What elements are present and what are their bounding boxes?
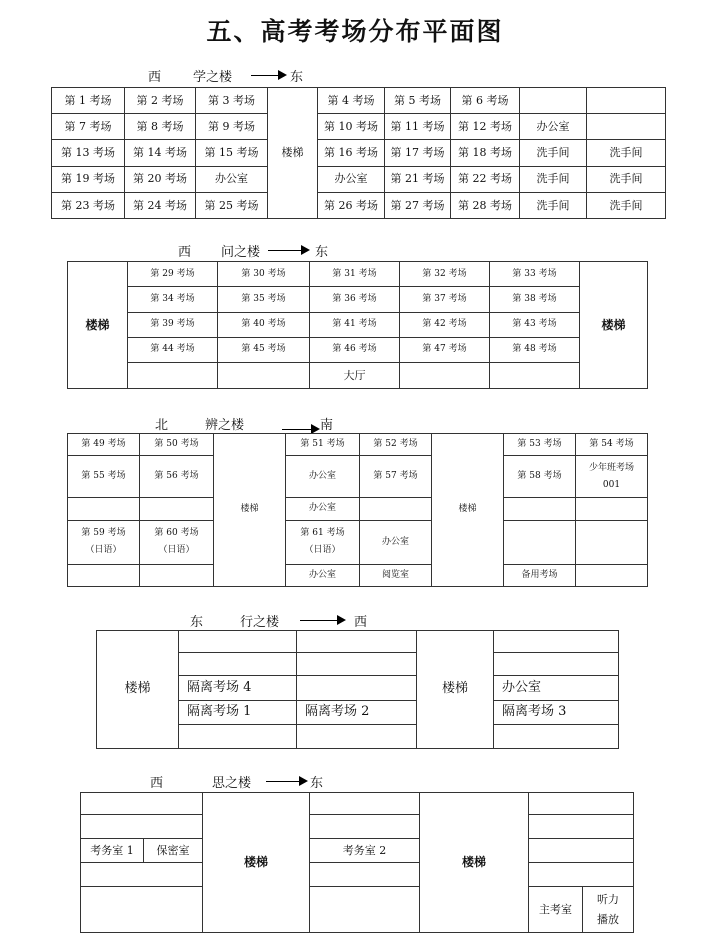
room-cell: 第 49 考场 — [68, 434, 140, 456]
empty-cell — [494, 725, 619, 749]
page-title: 五、高考考场分布平面图 — [206, 17, 504, 46]
room-name: 第 60 考场 — [154, 528, 199, 539]
room-cell — [128, 363, 218, 389]
room-cell: 办公室 — [196, 166, 268, 192]
empty-cell — [81, 793, 203, 815]
room-cell: 第 1 考场 — [52, 88, 125, 114]
room-cell: 第 22 考场 — [451, 166, 520, 192]
room-name: 第 61 考场 — [300, 528, 345, 539]
empty-cell — [494, 631, 619, 653]
room-cell: 第 13 考场 — [52, 140, 125, 166]
floor-plan-table — [51, 87, 666, 219]
building-header-2 — [0, 241, 710, 260]
room-cell: 第 12 考场 — [451, 114, 520, 140]
room-cell: 第 54 考场 — [576, 434, 648, 456]
empty-cell — [529, 863, 634, 887]
room-cell — [576, 456, 648, 498]
room-cell: 办公室 — [360, 520, 432, 564]
empty-cell — [179, 653, 297, 676]
room-cell: 第 38 考场 — [490, 287, 580, 312]
room-cell: 第 20 考场 — [125, 166, 196, 192]
room-cell — [140, 520, 214, 564]
room-cell: 洗手间 — [587, 192, 666, 218]
room-cell — [520, 88, 587, 114]
room-cell: 第 40 考场 — [218, 312, 310, 337]
room-cell: 保密室 — [144, 839, 203, 863]
direction-west: 西 — [354, 615, 368, 630]
room-cell: 第 52 考场 — [360, 434, 432, 456]
direction-west: 西 — [178, 245, 192, 260]
room-cell: 第 16 考场 — [318, 140, 385, 166]
empty-cell — [529, 815, 634, 839]
room-cell: 第 25 考场 — [196, 192, 268, 218]
room-cell: 第 42 考场 — [400, 312, 490, 337]
building-name: 问之楼 — [221, 245, 261, 260]
room-note: （日语） — [158, 544, 195, 555]
room-cell: 主考室 — [529, 887, 583, 933]
room-cell: 洗手间 — [587, 140, 666, 166]
room-cell: 第 11 考场 — [385, 114, 451, 140]
room-cell: 第 58 考场 — [504, 456, 576, 498]
direction-arrow — [268, 250, 308, 251]
empty-cell — [576, 498, 648, 520]
empty-cell — [310, 863, 420, 887]
building-name: 思之楼 — [212, 776, 252, 791]
direction-east: 东 — [190, 615, 204, 630]
empty-cell — [576, 564, 648, 586]
building-name: 行之楼 — [240, 615, 280, 630]
direction-east: 东 — [310, 776, 324, 791]
room-cell: 第 43 考场 — [490, 312, 580, 337]
floor-plan-table — [67, 261, 648, 389]
room-cell: 洗手间 — [520, 192, 587, 218]
direction-arrow — [266, 781, 306, 782]
stair-cell: 楼梯 — [268, 88, 318, 219]
empty-cell — [81, 863, 203, 887]
stair-cell: 楼梯 — [203, 793, 310, 933]
room-cell: 第 37 考场 — [400, 287, 490, 312]
empty-cell — [140, 498, 214, 520]
room-cell: 第 55 考场 — [68, 456, 140, 498]
room-cell: 第 26 考场 — [318, 192, 385, 218]
room-cell: 第 51 考场 — [286, 434, 360, 456]
empty-cell — [81, 887, 203, 933]
empty-cell — [504, 498, 576, 520]
room-cell: 备用考场 — [504, 564, 576, 586]
floor-plan-table — [67, 433, 648, 587]
room-cell: 隔离考场 3 — [494, 701, 619, 725]
empty-cell — [68, 564, 140, 586]
room-cell: 办公室 — [520, 114, 587, 140]
room-cell — [490, 363, 580, 389]
building-name: 学之楼 — [193, 70, 233, 85]
direction-arrow — [251, 75, 285, 76]
room-cell: 隔离考场 1 — [179, 701, 297, 725]
room-cell: 第 53 考场 — [504, 434, 576, 456]
empty-cell — [81, 815, 203, 839]
room-cell — [286, 520, 360, 564]
empty-cell — [179, 631, 297, 653]
room-cell: 办公室 — [318, 166, 385, 192]
room-cell: 隔离考场 4 — [179, 676, 297, 701]
room-cell — [218, 363, 310, 389]
room-note: （日语） — [85, 544, 122, 555]
room-name: 少年班考场 — [588, 462, 634, 473]
building-header-4 — [0, 611, 710, 630]
empty-cell — [68, 498, 140, 520]
room-cell — [400, 363, 490, 389]
room-cell: 第 15 考场 — [196, 140, 268, 166]
direction-east: 东 — [315, 245, 329, 260]
room-cell — [68, 520, 140, 564]
room-cell: 洗手间 — [520, 140, 587, 166]
stair-cell: 楼梯 — [214, 434, 286, 587]
room-cell: 第 57 考场 — [360, 456, 432, 498]
room-cell: 第 2 考场 — [125, 88, 196, 114]
room-cell: 第 19 考场 — [52, 166, 125, 192]
room-name: 第 59 考场 — [81, 528, 126, 539]
room-cell: 第 10 考场 — [318, 114, 385, 140]
empty-cell — [310, 815, 420, 839]
room-cell: 第 29 考场 — [128, 262, 218, 287]
room-cell: 第 39 考场 — [128, 312, 218, 337]
room-note: （日语） — [304, 544, 341, 555]
room-cell: 第 56 考场 — [140, 456, 214, 498]
room-cell: 第 47 考场 — [400, 337, 490, 362]
direction-west: 西 — [148, 70, 162, 85]
room-cell: 第 18 考场 — [451, 140, 520, 166]
direction-east: 东 — [290, 70, 304, 85]
room-cell: 第 45 考场 — [218, 337, 310, 362]
empty-cell — [297, 631, 417, 653]
room-cell: 第 5 考场 — [385, 88, 451, 114]
room-cell: 第 48 考场 — [490, 337, 580, 362]
building-header-5 — [0, 772, 710, 791]
room-cell: 办公室 — [286, 564, 360, 586]
stair-cell: 楼梯 — [68, 262, 128, 389]
hall-cell: 大厅 — [310, 363, 400, 389]
room-cell: 第 28 考场 — [451, 192, 520, 218]
room-cell — [583, 887, 634, 933]
floor-plan-table — [96, 630, 619, 749]
room-cell: 阅览室 — [360, 564, 432, 586]
room-cell: 第 3 考场 — [196, 88, 268, 114]
empty-cell — [310, 793, 420, 815]
empty-cell — [140, 564, 214, 586]
empty-cell — [360, 498, 432, 520]
empty-cell — [529, 793, 634, 815]
room-cell — [587, 114, 666, 140]
room-cell: 第 23 考场 — [52, 192, 125, 218]
direction-south: 南 — [320, 418, 334, 433]
empty-cell — [297, 725, 417, 749]
building-name: 辨之楼 — [205, 418, 245, 433]
room-cell: 考务室 1 — [81, 839, 144, 863]
room-cell: 第 31 考场 — [310, 262, 400, 287]
room-cell: 第 33 考场 — [490, 262, 580, 287]
room-cell: 第 14 考场 — [125, 140, 196, 166]
room-cell: 第 17 考场 — [385, 140, 451, 166]
room-cell: 第 6 考场 — [451, 88, 520, 114]
empty-cell — [297, 676, 417, 701]
room-cell: 第 35 考场 — [218, 287, 310, 312]
room-cell: 办公室 — [286, 498, 360, 520]
room-cell: 考务室 2 — [310, 839, 420, 863]
building-header-1 — [0, 66, 710, 85]
stair-cell: 楼梯 — [580, 262, 648, 389]
room-cell: 第 27 考场 — [385, 192, 451, 218]
building-header-3 — [0, 414, 710, 433]
direction-west: 西 — [150, 776, 164, 791]
room-cell: 第 21 考场 — [385, 166, 451, 192]
room-cell: 第 7 考场 — [52, 114, 125, 140]
empty-cell — [310, 887, 420, 933]
room-cell: 办公室 — [494, 676, 619, 701]
room-cell: 第 30 考场 — [218, 262, 310, 287]
room-cell — [587, 88, 666, 114]
direction-north: 北 — [155, 418, 169, 433]
empty-cell — [576, 520, 648, 564]
empty-cell — [494, 653, 619, 676]
room-name-line-2: 播放 — [597, 912, 619, 926]
room-cell: 洗手间 — [520, 166, 587, 192]
empty-cell — [529, 839, 634, 863]
room-cell: 第 8 考场 — [125, 114, 196, 140]
room-name-line-1: 听力 — [597, 892, 619, 906]
room-cell: 第 32 考场 — [400, 262, 490, 287]
room-cell: 办公室 — [286, 456, 360, 498]
room-cell: 第 4 考场 — [318, 88, 385, 114]
direction-arrow — [282, 429, 318, 430]
room-cell: 第 44 考场 — [128, 337, 218, 362]
stair-cell: 楼梯 — [420, 793, 529, 933]
room-cell: 第 46 考场 — [310, 337, 400, 362]
floor-plan-table — [80, 792, 634, 933]
room-cell: 第 24 考场 — [125, 192, 196, 218]
empty-cell — [504, 520, 576, 564]
direction-arrow — [300, 620, 344, 621]
room-cell: 第 36 考场 — [310, 287, 400, 312]
stair-cell: 楼梯 — [432, 434, 504, 587]
room-cell: 第 9 考场 — [196, 114, 268, 140]
room-cell: 隔离考场 2 — [297, 701, 417, 725]
room-cell: 洗手间 — [587, 166, 666, 192]
room-cell: 第 50 考场 — [140, 434, 214, 456]
room-cell: 第 41 考场 — [310, 312, 400, 337]
room-cell: 第 34 考场 — [128, 287, 218, 312]
empty-cell — [179, 725, 297, 749]
stair-cell: 楼梯 — [97, 631, 179, 749]
stair-cell: 楼梯 — [417, 631, 494, 749]
empty-cell — [297, 653, 417, 676]
room-code: 001 — [602, 479, 621, 490]
